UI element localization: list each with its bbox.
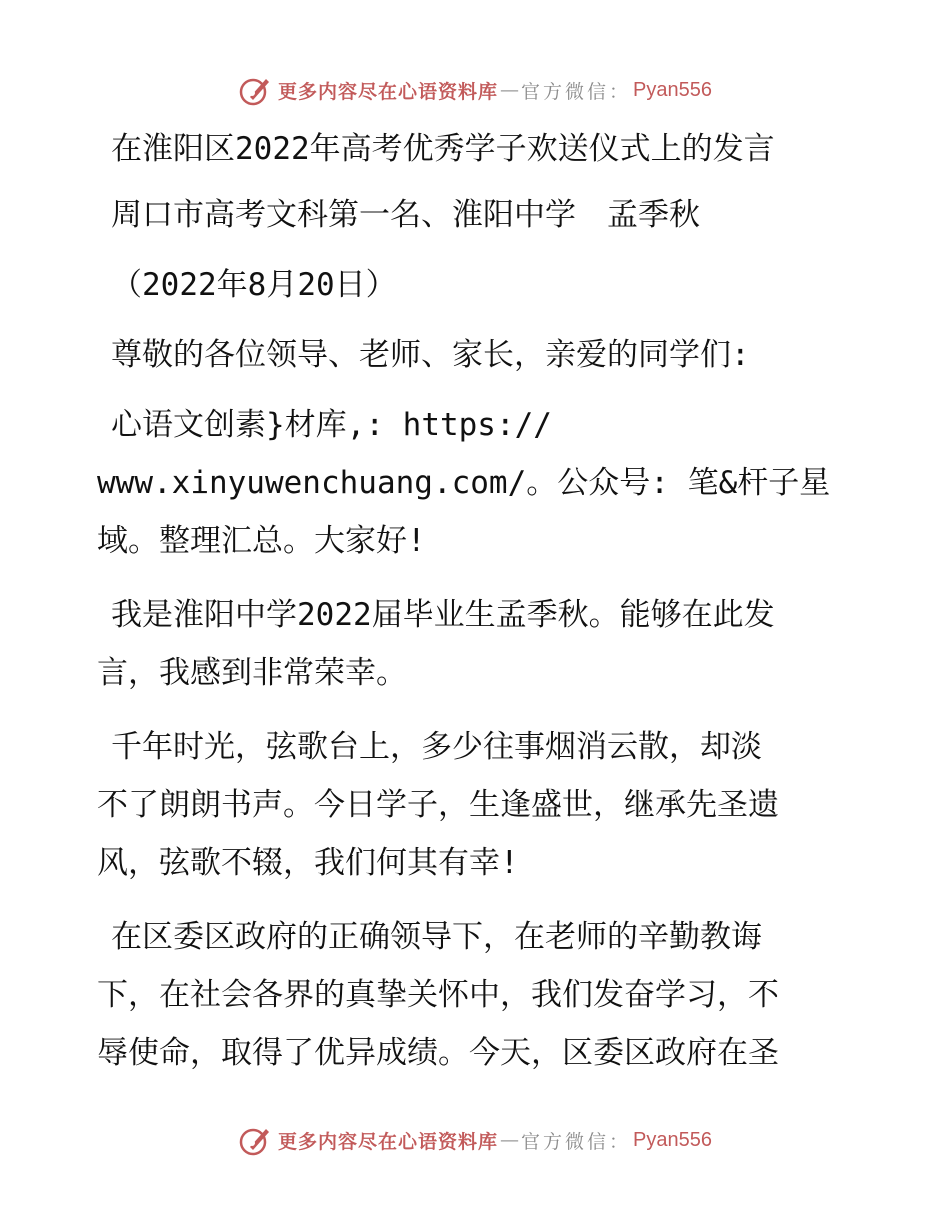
document-date: （2022年8月20日） — [111, 267, 397, 303]
banner-wechat-id: Pyan556 — [633, 78, 712, 101]
banner-text: 更多内容尽在心语资料库 — [278, 1130, 499, 1153]
footer-watermark-banner — [0, 1120, 950, 1160]
banner-official-label: 官方微信： — [521, 80, 632, 103]
document-body — [97, 120, 857, 1072]
paragraph-1 — [97, 406, 857, 560]
paragraph-line: www.xinyuwenchuang.com/。公众号: 笔&杆子星 — [97, 465, 831, 501]
paragraph-line: 辱使命，取得了优异成绩。今天，区委区政府在圣 — [97, 1035, 779, 1071]
paragraph-4 — [97, 918, 857, 1072]
paragraph-line: 不了朗朗书声。今日学子，生逢盛世，继承先圣遗 — [97, 787, 779, 823]
paragraph-line: 言，我感到非常荣幸。 — [97, 655, 407, 691]
paragraph-3 — [97, 728, 857, 882]
paragraph-line: 下，在社会各界的真挚关怀中，我们发奋学习，不 — [97, 977, 779, 1013]
banner-official-label: 官方微信： — [521, 1130, 632, 1153]
pen-nib-logo-icon — [238, 1123, 272, 1157]
paragraph-line: 风，弦歌不辍，我们何其有幸! — [97, 845, 519, 881]
document-title: 在淮阳区2022年高考优秀学子欢送仪式上的发言 — [111, 131, 775, 167]
paragraph-line: 心语文创素}材库,: https:// — [111, 407, 552, 443]
paragraph-2 — [97, 596, 857, 692]
banner-text: 更多内容尽在心语资料库 — [278, 80, 499, 103]
pen-nib-logo-icon — [238, 73, 272, 107]
document-salutation: 尊敬的各位领导、老师、家长，亲爱的同学们: — [111, 337, 750, 373]
banner-dash: — — [500, 1129, 520, 1151]
banner-dash: — — [500, 79, 520, 101]
paragraph-line: 域。整理汇总。大家好! — [97, 523, 426, 559]
header-watermark-banner — [0, 70, 950, 110]
banner-wechat-id: Pyan556 — [633, 1128, 712, 1151]
paragraph-line: 我是淮阳中学2022届毕业生孟季秋。能够在此发 — [111, 597, 775, 633]
document-author: 周口市高考文科第一名、淮阳中学 孟季秋 — [111, 197, 700, 233]
paragraph-line: 千年时光，弦歌台上，多少往事烟消云散，却淡 — [111, 729, 762, 765]
paragraph-line: 在区委区政府的正确领导下，在老师的辛勤教诲 — [111, 919, 762, 955]
